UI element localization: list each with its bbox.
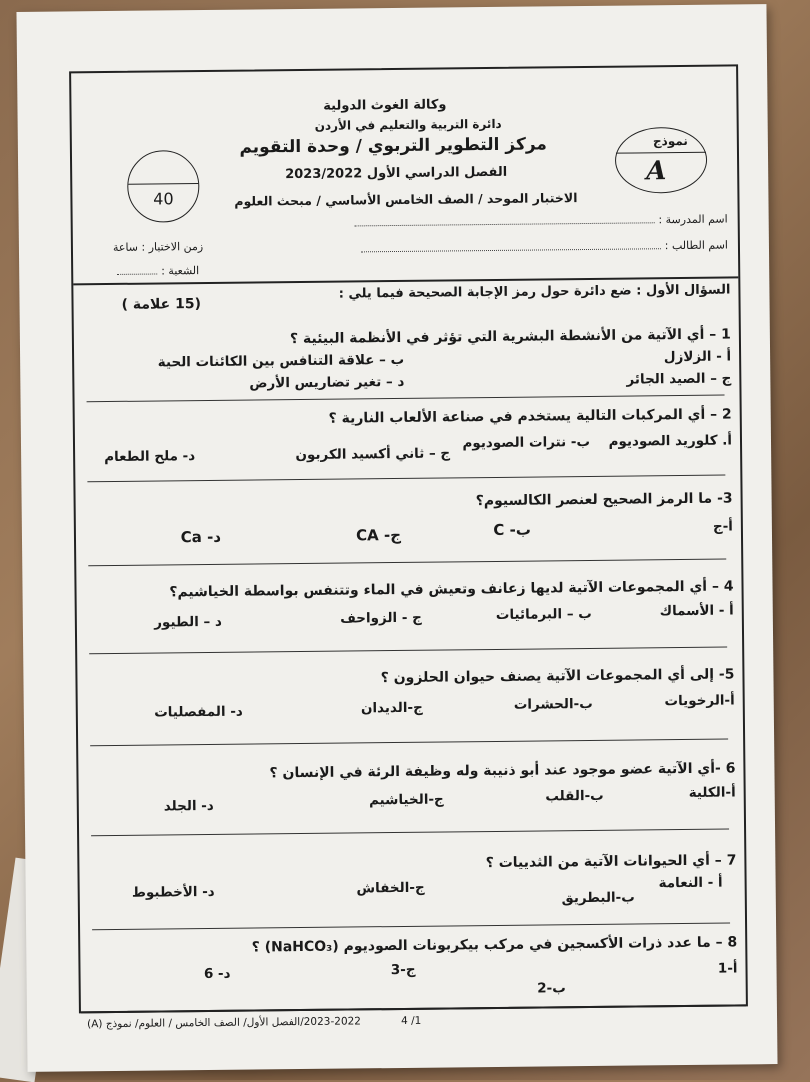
score-circle — [127, 150, 200, 223]
question-4: 4 – أي المجموعات الآتية لديها زعانف وتعيش في الماء وتتنفس بواسطة الخياشيم؟ — [169, 578, 734, 601]
q8-option-c[interactable]: ج-3 — [390, 961, 416, 979]
separator — [89, 647, 727, 655]
q6-option-d[interactable]: د- الجلد — [163, 797, 214, 815]
q2-option-b[interactable]: ب- نترات الصوديوم — [462, 433, 591, 452]
model-divider — [616, 152, 706, 154]
school-field — [350, 213, 727, 230]
footer-rule — [81, 1004, 746, 1013]
section-field — [113, 264, 199, 278]
school-dots[interactable] — [354, 222, 654, 226]
agency-title: وكالة الغوث الدولية — [323, 97, 447, 114]
exam-sheet — [69, 64, 748, 1031]
q8-option-b[interactable]: ب-2 — [537, 980, 566, 997]
q6-option-c[interactable]: ج-الخياشيم — [368, 791, 444, 809]
q6-option-a[interactable]: أ-الكلية — [688, 784, 736, 801]
q1-option-d[interactable]: د – تغير تضاريس الأرض — [249, 373, 405, 392]
separator — [90, 739, 728, 747]
q5-option-d[interactable]: د- المفصليات — [154, 703, 243, 721]
score-divider — [128, 183, 198, 185]
page-number: 4 /1 — [400, 1014, 422, 1027]
q3-option-d[interactable]: د- Ca — [180, 527, 222, 547]
question-8: 8 – ما عدد ذرات الأكسجين في مركب بيكربونات الصوديوم (NaHCO₃) ؟ — [251, 934, 738, 956]
separator — [87, 395, 725, 403]
q4-option-b[interactable]: ب – البرمائيات — [495, 605, 592, 623]
section-label: الشعبة : — [161, 264, 200, 278]
score-total: 40 — [153, 189, 174, 209]
q1-option-b[interactable]: ب – علاقة التنافس بين الكائنات الحية — [157, 351, 405, 371]
school-label: اسم المدرسة : — [658, 212, 728, 227]
term-title: الفصل الدراسي الأول 2023/2022 — [285, 164, 508, 183]
q2-option-c[interactable]: ج – ثاني أكسيد الكربون — [295, 445, 451, 464]
department-title: دائرة التربية والتعليم في الأردن — [314, 116, 502, 133]
q5-option-a[interactable]: أ-الرخويات — [664, 692, 735, 710]
separator — [87, 475, 725, 483]
q7-option-b[interactable]: ب-البطريق — [561, 889, 635, 907]
section-marks: (15 علامة ) — [121, 296, 202, 313]
model-value: A — [646, 156, 667, 187]
separator — [91, 829, 729, 837]
q7-option-c[interactable]: ج-الخفاش — [356, 879, 425, 897]
q3-option-a[interactable]: أ-ج — [712, 518, 733, 535]
q7-option-a[interactable]: أ - النعامة — [658, 874, 723, 892]
q5-option-c[interactable]: ج-الديدان — [360, 699, 423, 717]
q4-option-a[interactable]: أ - الأسماك — [659, 602, 734, 620]
student-label: اسم الطالب : — [664, 238, 729, 253]
model-label: نموذج — [652, 133, 688, 149]
question-3: 3- ما الرمز الصحيح لعنصر الكالسيوم؟ — [475, 490, 733, 510]
section-title: السؤال الأول : ضع دائرة حول رمز الإجابة الصحيحة فيما يلي : — [338, 282, 731, 302]
q2-option-d[interactable]: د- ملح الطعام — [104, 448, 196, 466]
student-field — [357, 239, 728, 256]
student-dots[interactable] — [361, 248, 661, 252]
q1-option-a[interactable]: أ - الزلازل — [663, 348, 732, 366]
q6-option-b[interactable]: ب-القلب — [545, 787, 604, 805]
time-field: زمن الاختبار : ساعة — [112, 240, 204, 254]
exam-title: الاختبار الموحد / الصف الخامس الأساسي / مبحث العلوم — [234, 190, 578, 209]
q1-option-c[interactable]: ج – الصيد الجائر — [626, 370, 732, 388]
question-6: 6 -أي الآتية عضو موجود عند أبو ذنيبة وله وظيفة الرئة في الإنسان ؟ — [269, 760, 736, 782]
separator — [92, 923, 730, 931]
footer-info: 2023-2022/الفصل الأول/ الصف الخامس / العلوم/ نموذج (A) — [87, 1015, 362, 1031]
question-2: 2 – أي المركبات التالية يستخدم في صناعة الألعاب النارية ؟ — [328, 406, 732, 427]
question-1: 1 – أي الآتية من الأنشطة البشرية التي تؤثر في الأنظمة البيئية ؟ — [289, 326, 731, 348]
separator — [88, 559, 726, 567]
q3-option-c[interactable]: ج- CA — [355, 525, 402, 545]
q7-option-d[interactable]: د- الأخطبوط — [131, 883, 215, 901]
q5-option-b[interactable]: ب-الحشرات — [513, 695, 593, 713]
question-7: 7 – أي الحيوانات الآتية من الثدييات ؟ — [485, 852, 737, 872]
section-dots[interactable] — [117, 273, 157, 274]
q8-option-a[interactable]: أ-1 — [717, 960, 738, 977]
q2-option-a[interactable]: أ. كلوريد الصوديوم — [608, 432, 733, 450]
exam-paper — [16, 4, 777, 1072]
q4-option-d[interactable]: د – الطيور — [154, 613, 222, 631]
model-box — [615, 127, 708, 194]
question-5: 5- إلى أي المجموعات الآتية يصنف حيوان الحلزون ؟ — [380, 666, 735, 687]
q3-option-b[interactable]: ب- C — [493, 520, 532, 539]
q4-option-c[interactable]: ج - الزواحف — [340, 609, 422, 627]
q8-option-d[interactable]: د- 6 — [203, 965, 231, 983]
center-title: مركز التطوير التربوي / وحدة التقويم — [239, 134, 547, 158]
